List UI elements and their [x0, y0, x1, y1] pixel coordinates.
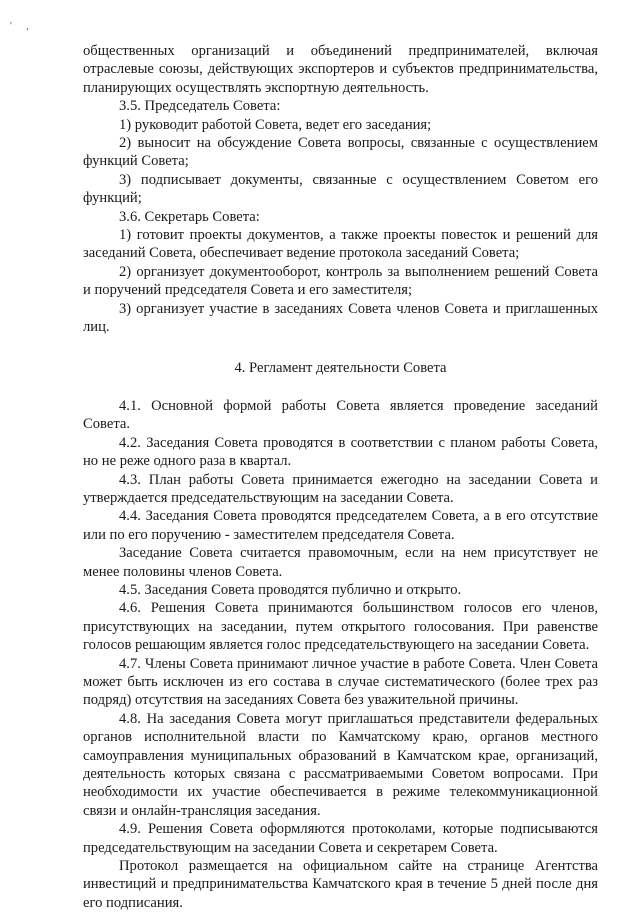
paragraph: 4.5. Заседания Совета проводятся публично и открыто. [119, 581, 462, 598]
paragraph: общественных организаций и объединений предпринимателей, включая отраслевые союзы, действующих экспортеров и субъектов предпринимательства, планирующих осуществлять экспортную деятельность. [83, 43, 598, 96]
paragraph: 2) выносит на обсуждение Совета вопросы, связанные с осуществлением функций Совета; [83, 135, 598, 170]
paragraph: 4.9. Решения Совета оформляются протоколами, которые подписываются председательствующим на заседании Совета и секретарем Совета. [83, 821, 598, 856]
section-3-continuation [83, 42, 598, 337]
section-4-body [83, 397, 598, 912]
paragraph: Протокол размещается на официальном сайте на странице Агентства инвестиций и предпринимательства Камчатского края в течение 5 дней после дня его подписания. [83, 858, 598, 911]
paragraph: 4.3. План работы Совета принимается ежегодно на заседании Совета и утверждается председательствующим на заседании Совета. [83, 471, 598, 506]
paragraph: 4.7. Члены Совета принимают личное участие в работе Совета. Член Совета может быть исключен из его состава в случае систематического (более трех раз подряд) отсутствия на заседаниях Совета без уважительной причины. [83, 655, 598, 709]
paragraph: 1) готовит проекты документов, а также проекты повесток и решений для заседаний Совета, обеспечивает ведение протокола заседаний Совета; [83, 227, 598, 262]
paragraph: 4.1. Основной формой работы Совета является проведение заседаний Совета. [83, 397, 598, 433]
paragraph: 4.2. Заседания Совета проводятся в соответствии с планом работы Совета, но не реже одного раза в квартал. [83, 434, 598, 470]
section-title: 4. Регламент деятельности Совета [234, 359, 447, 376]
paragraph: 4.4. Заседания Совета проводятся председателем Совета, а в его отсутствие или по его поручению - заместителем председателя Совета. [83, 508, 598, 543]
paragraph: 1) руководит работой Совета, ведет его заседания; [119, 116, 432, 133]
document-page [83, 42, 598, 912]
paragraph: 2) организует документооборот, контроль за выполнением решений Совета и поручений председателя Совета и его заместителя; [83, 263, 598, 299]
paragraph: 4.6. Решения Совета принимаются большинством голосов его членов, присутствующих на заседании, путем открытого голосования. При равенстве голосов решающим является голос председательствующего на заседании Совета. [83, 600, 598, 654]
paragraph: 3) организует участие в заседаниях Совета членов Совета и приглашенных лиц. [83, 300, 598, 336]
paragraph: Заседание Совета считается правомочным, если на нем присутствует не менее половины членов Совета. [83, 545, 598, 580]
scan-corner-marks: ' , [10, 21, 35, 32]
paragraph: 3) подписывает документы, связанные с осуществлением Советом его функций; [83, 171, 598, 207]
paragraph: 3.5. Председатель Совета: [119, 98, 281, 115]
paragraph: 4.8. На заседания Совета могут приглашаться представители федеральных органов исполнительной власти по Камчатскому краю, органов местного самоуправления муниципальных образований в Камчатском крае, организаций, деятельность которых связана с рассматриваемыми Советом вопросами. При необходимости их участие обеспечивается в режиме телекоммуникационной связи и онлайн-трансляция заседания. [83, 710, 598, 819]
paragraph: 3.6. Секретарь Совета: [119, 208, 260, 225]
